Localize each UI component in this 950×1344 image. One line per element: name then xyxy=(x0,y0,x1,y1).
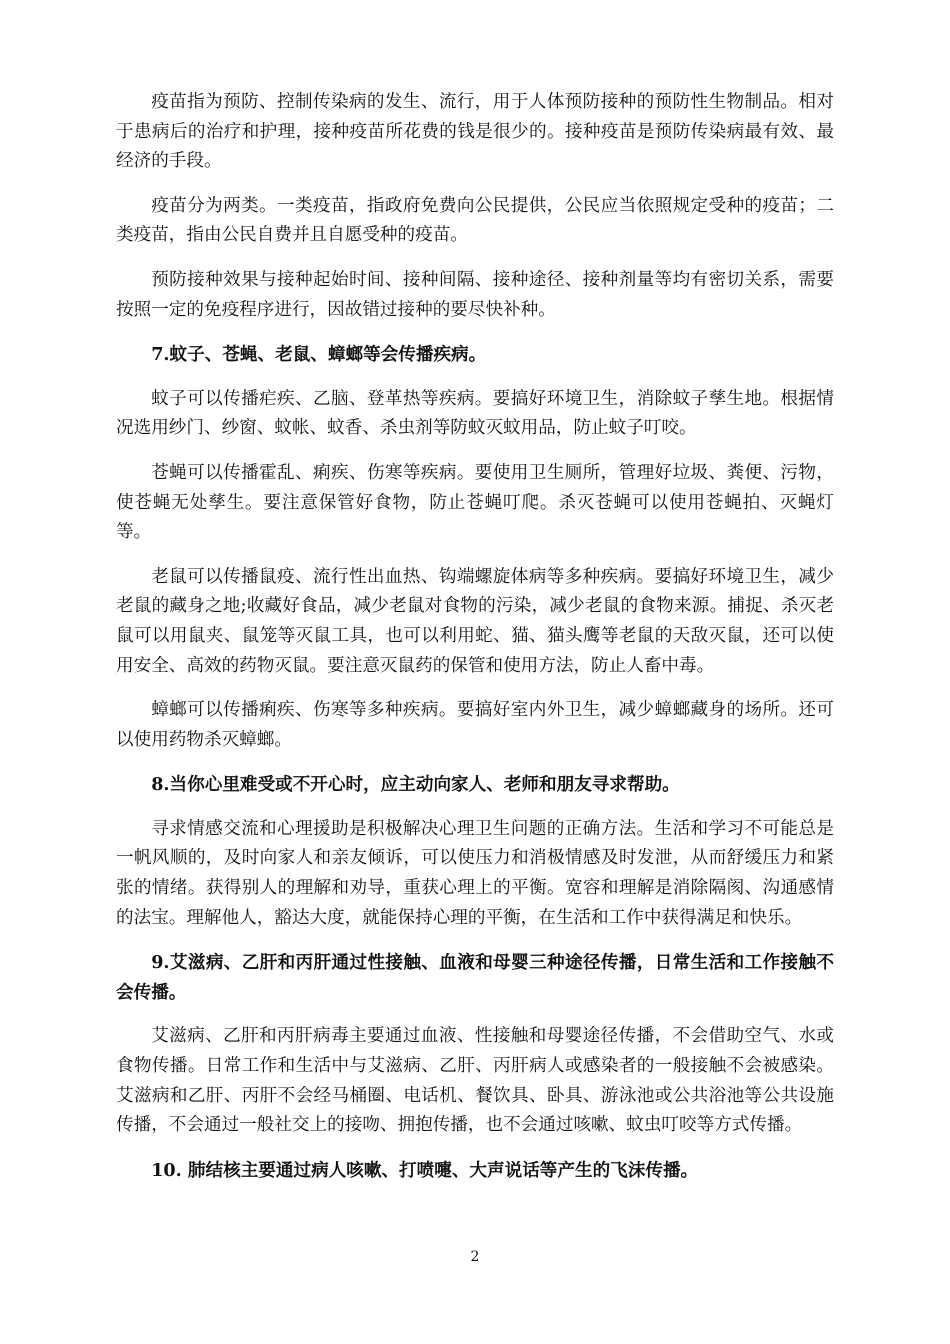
paragraph-rats: 老鼠可以传播鼠疫、流行性出血热、钩端螺旋体病等多种疾病。要搞好环境卫生，减少老鼠的藏身之地;收藏好食品，减少老鼠对食物的污染，减少老鼠的食物来源。捕捉、杀灭老鼠可以用鼠夹、鼠笼等灭鼠工具，也可以利用蛇、猫、猫头鹰等老鼠的天敌灭鼠，还可以使用安全、高效的药物灭鼠。要注意灭鼠药的保管和使用方法，防止人畜中毒。 xyxy=(116,566,834,676)
page-number: 2 xyxy=(470,1249,480,1265)
paragraph-mosquitoes: 蚊子可以传播疟疾、乙脑、登革热等疾病。要搞好环境卫生，消除蚊子孳生地。根据情况选用纱门、纱窗、蚊帐、蚊香、杀虫剂等防蚊灭蚊用品，防止蚊子叮咬。 xyxy=(116,388,834,439)
section-heading-10: 10. 肺结核主要通过病人咳嗽、打喷嚏、大声说话等产生的飞沫传播。 xyxy=(151,1159,699,1181)
section-heading-7: 7.蚊子、苍蝇、老鼠、蟑螂等会传播疾病。 xyxy=(151,344,487,366)
section-heading-9: 9.艾滋病、乙肝和丙肝通过性接触、血液和母婴三种途径传播，日常生活和工作接触不会传播。 xyxy=(116,952,834,1003)
section-heading-8: 8.当你心里难受或不开心时，应主动向家人、老师和朋友寻求帮助。 xyxy=(151,774,680,796)
paragraph-flies: 苍蝇可以传播霍乱、痢疾、伤寒等疾病。要使用卫生厕所，管理好垃圾、粪便、污物，使苍蝇无处孳生。要注意保管好食物，防止苍蝇叮爬。杀灭苍蝇可以使用苍蝇拍、灭蝇灯等。 xyxy=(116,462,834,543)
paragraph-cockroaches: 蟑螂可以传播痢疾、伤寒等多种疾病。要搞好室内外卫生，减少蟑螂藏身的场所。还可以使用药物杀灭蟑螂。 xyxy=(116,700,834,750)
paragraph-aids-hepatitis: 艾滋病、乙肝和丙肝病毒主要通过血液、性接触和母婴途径传播，不会借助空气、水或食物传播。日常工作和生活中与艾滋病、乙肝、丙肝病人或感染者的一般接触不会被感染。艾滋病和乙肝、丙肝不会经马桶圈、电话机、餐饮具、卧具、游泳池或公共浴池等公共设施传播，不会通过一般社交上的接吻、拥抱传播，也不会通过咳嗽、蚊虫叮咬等方式传播。 xyxy=(116,1026,834,1136)
paragraph-vaccination-schedule: 预防接种效果与接种起始时间、接种间隔、接种途径、接种剂量等均有密切关系，需要按照一定的免疫程序进行，因故错过接种的要尽快补种。 xyxy=(116,269,834,320)
paragraph-vaccine-definition: 疫苗指为预防、控制传染病的发生、流行，用于人体预防接种的预防性生物制品。相对于患病后的治疗和护理，接种疫苗所花费的钱是很少的。接种疫苗是预防传染病最有效、最经济的手段。 xyxy=(116,92,834,172)
paragraph-vaccine-types: 疫苗分为两类。一类疫苗，指政府免费向公民提供，公民应当依照规定受种的疫苗；二类疫苗，指由公民自费并且自愿受种的疫苗。 xyxy=(116,195,834,246)
page-content xyxy=(116,88,834,1200)
paragraph-emotional-support: 寻求情感交流和心理援助是积极解决心理卫生问题的正确方法。生活和学习不可能总是一帆风顺的，及时向家人和亲友倾诉，可以使压力和消极情感及时发泄，从而舒缓压力和紧张的情绪。获得别人的理解和劝导，重获心理上的平衡。宽容和理解是消除隔阂、沟通感情的法宝。理解他人，豁达大度，就能保持心理的平衡，在生活和工作中获得满足和快乐。 xyxy=(116,818,834,928)
